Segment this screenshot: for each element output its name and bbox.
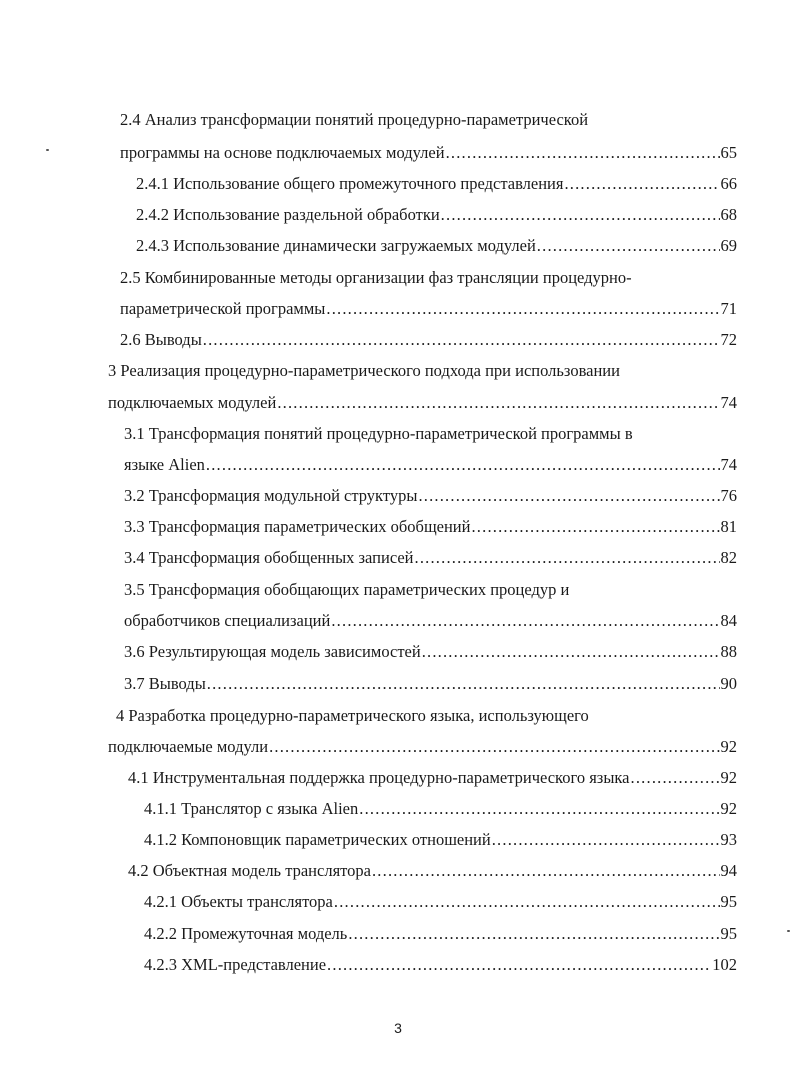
toc-entry-2-4: [120, 141, 737, 165]
toc-entry-4-2-2: [144, 922, 737, 946]
toc-entry-text: языке Alien: [124, 455, 205, 474]
toc-page-number: 88: [720, 642, 737, 661]
toc-entry-3-6: [124, 640, 737, 664]
toc-page-number: 74: [720, 393, 737, 412]
toc-entry-3: [108, 391, 737, 415]
dot-leader: [327, 953, 711, 977]
toc-page-number: 95: [720, 924, 737, 943]
toc-entry-3-1-line1: [124, 422, 633, 446]
toc-entry-text: 3.7 Выводы: [124, 674, 206, 693]
toc-entry-text: 4.1.1 Транслятор с языка Alien: [144, 799, 359, 818]
toc-entry-4-2: [128, 859, 737, 883]
toc-entry-2-4-1: [136, 172, 737, 196]
toc-page-number: 102: [712, 955, 737, 974]
dot-leader: [422, 640, 720, 664]
toc-entry-4-1-2: [144, 828, 737, 852]
toc-page-number: 76: [720, 486, 737, 505]
dot-leader: [418, 484, 719, 508]
toc-entry-text: 2.4.1 Использование общего промежуточного представления: [136, 174, 564, 193]
toc-entry-text: 4.2.3 XML-представление: [144, 955, 327, 974]
dot-leader: [207, 672, 720, 696]
dot-leader: [372, 859, 720, 883]
toc-page-number: 69: [720, 236, 737, 255]
toc-entry-2-5: [120, 297, 737, 321]
toc-entry-text: 3.5 Трансформация обобщающих параметрических процедур и: [124, 580, 570, 599]
toc-entry-text: 3.6 Результирующая модель зависимостей: [124, 642, 421, 661]
toc-entry-text: обработчиков специализаций: [124, 611, 331, 630]
dot-leader: [269, 735, 719, 759]
toc-entry-text: 4.2.1 Объекты транслятора: [144, 892, 333, 911]
toc-entry-text: подключаемые модули: [108, 737, 269, 756]
toc-page-number: 66: [720, 174, 737, 193]
toc-entry-text: 4.1.2 Компоновщик параметрических отношений: [144, 830, 491, 849]
toc-page-number: 92: [720, 768, 737, 787]
dot-leader: [446, 141, 720, 165]
toc-entry-text: 2.5 Комбинированные методы организации фаз трансляции процедурно-: [120, 268, 632, 287]
toc-page-number: 74: [720, 455, 737, 474]
toc-entry-4-1-1: [144, 797, 737, 821]
toc-entry-text: 4 Разработка процедурно-параметрического языка, использующего: [116, 706, 589, 725]
toc-entry-2-6: [120, 328, 737, 352]
toc-page-number: 90: [720, 674, 737, 693]
toc-entry-text: 4.2.2 Промежуточная модель: [144, 924, 348, 943]
dot-leader: [277, 391, 719, 415]
toc-entry-text: 3.4 Трансформация обобщенных записей: [124, 548, 414, 567]
toc-entry-text: 2.4.2 Использование раздельной обработки: [136, 205, 440, 224]
toc-entry-2-4-3: [136, 234, 737, 258]
toc-entry-4: [108, 735, 737, 759]
toc-page-number: 81: [720, 517, 737, 536]
toc-entry-2-5-line1: [120, 266, 632, 290]
dot-leader: [564, 172, 719, 196]
dot-leader: [537, 234, 720, 258]
scan-speck: [787, 930, 790, 932]
dot-leader: [203, 328, 720, 352]
toc-entry-text: 3.1 Трансформация понятий процедурно-параметрической программы в: [124, 424, 633, 443]
toc-entry-3-3: [124, 515, 737, 539]
dot-leader: [441, 203, 720, 227]
toc-entry-text: 2.4 Анализ трансформации понятий процедурно-параметрической: [120, 110, 589, 129]
toc-entry-text: 4.2 Объектная модель транслятора: [128, 861, 371, 880]
toc-entry-text: 3.2 Трансформация модульной структуры: [124, 486, 418, 505]
toc-page-number: 95: [720, 892, 737, 911]
toc-entry-3-2: [124, 484, 737, 508]
dot-leader: [326, 297, 719, 321]
scan-speck: [46, 149, 49, 151]
toc-entry-3-5-line1: [124, 578, 569, 602]
toc-entry-text: 2.6 Выводы: [120, 330, 202, 349]
toc-entry-text: 4.1 Инструментальная поддержка процедурно-параметрического языка: [128, 768, 630, 787]
toc-entry-text: параметрической программы: [120, 299, 326, 318]
dot-leader: [415, 546, 720, 570]
dot-leader: [631, 766, 720, 790]
toc-entry-text: подключаемых модулей: [108, 393, 277, 412]
toc-entry-4-2-1: [144, 890, 737, 914]
dot-leader: [492, 828, 720, 852]
toc-page-number: 68: [720, 205, 737, 224]
dot-leader: [348, 922, 719, 946]
toc-entry-text: 3.3 Трансформация параметрических обобщений: [124, 517, 471, 536]
toc-entry-2-4-2: [136, 203, 737, 227]
toc-entry-3-4: [124, 546, 737, 570]
page-number: 3: [394, 1020, 402, 1036]
toc-entry-text: программы на основе подключаемых модулей: [120, 143, 445, 162]
toc-entry-4-1: [128, 766, 737, 790]
toc-page-number: 94: [720, 861, 737, 880]
toc-entry-3-line1: [108, 359, 620, 383]
toc-entry-3-1: [124, 453, 737, 477]
toc-entry-4-line1: [116, 704, 589, 728]
toc-page-number: 92: [720, 799, 737, 818]
toc-entry-2-4-line1: [120, 108, 588, 132]
toc-page-number: 72: [720, 330, 737, 349]
toc-entry-text: 3 Реализация процедурно-параметрического подхода при использовании: [108, 361, 620, 380]
toc-page-number: 92: [720, 737, 737, 756]
toc-entry-text: 2.4.3 Использование динамически загружаемых модулей: [136, 236, 536, 255]
toc-page-number: 93: [720, 830, 737, 849]
toc-page-number: 84: [720, 611, 737, 630]
dot-leader: [359, 797, 719, 821]
toc-page-number: 71: [720, 299, 737, 318]
dot-leader: [331, 609, 719, 633]
toc-entry-3-7: [124, 672, 737, 696]
dot-leader: [334, 890, 720, 914]
toc-page-number: 82: [720, 548, 737, 567]
dot-leader: [206, 453, 720, 477]
toc-entry-4-2-3: [144, 953, 737, 977]
toc-entry-3-5: [124, 609, 737, 633]
toc-page-number: 65: [720, 143, 737, 162]
dot-leader: [471, 515, 719, 539]
